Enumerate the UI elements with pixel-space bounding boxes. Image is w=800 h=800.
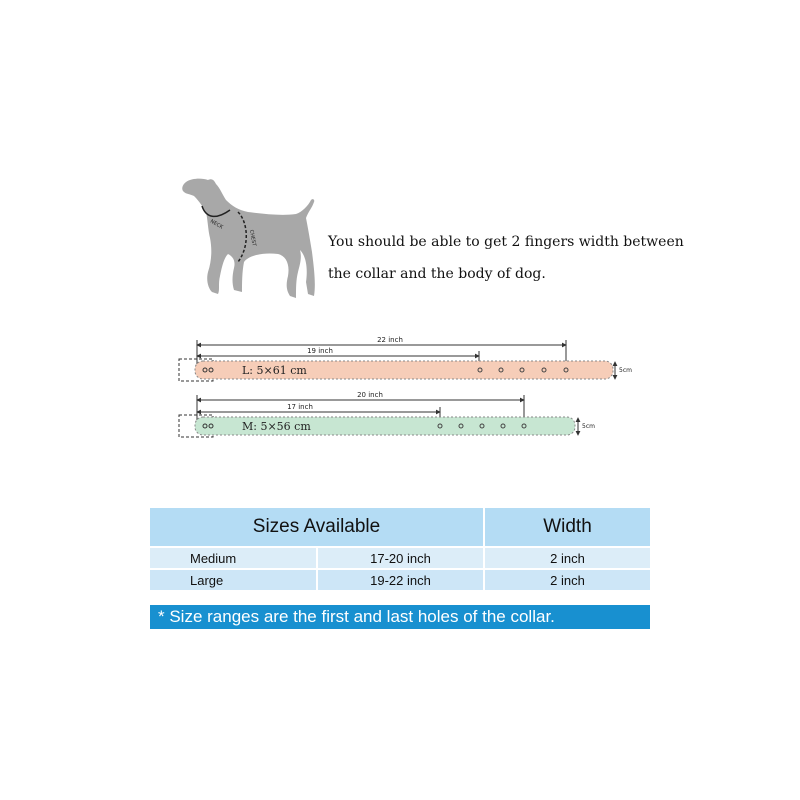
size-range: 17-20 inch	[317, 547, 484, 569]
size-range: 19-22 inch	[317, 569, 484, 590]
size-width: 2 inch	[484, 569, 650, 590]
neck-label: NECK	[209, 218, 224, 231]
header-width: Width	[484, 508, 650, 547]
dimension-label-22in: 22 inch	[377, 336, 403, 344]
dimension-label-17in: 17 inch	[287, 403, 313, 411]
header-sizes-available: Sizes Available	[150, 508, 484, 547]
instruction-line-1: You should be able to get 2 fingers width between	[328, 234, 684, 250]
collar-label-large: L: 5×61 cm	[242, 364, 307, 377]
collar-label-medium: M: 5×56 cm	[242, 420, 311, 433]
table-header-row	[150, 508, 650, 547]
size-table	[150, 508, 650, 590]
dimension-label-19in: 19 inch	[307, 347, 333, 355]
width-label-large: 5cm	[619, 367, 632, 374]
dimension-label-20in: 20 inch	[357, 391, 383, 399]
size-name: Medium	[150, 547, 317, 569]
size-note-banner: * Size ranges are the first and last holes of the collar.	[150, 605, 650, 629]
instruction-line-2: the collar and the body of dog.	[328, 266, 546, 282]
collar-medium	[179, 391, 595, 437]
size-name: Large	[150, 569, 317, 590]
table-row	[150, 569, 650, 590]
table-row	[150, 547, 650, 569]
collar-large	[179, 336, 632, 381]
chest-label: CHEST	[248, 229, 257, 247]
size-width: 2 inch	[484, 547, 650, 569]
width-label-medium: 5cm	[582, 423, 595, 430]
